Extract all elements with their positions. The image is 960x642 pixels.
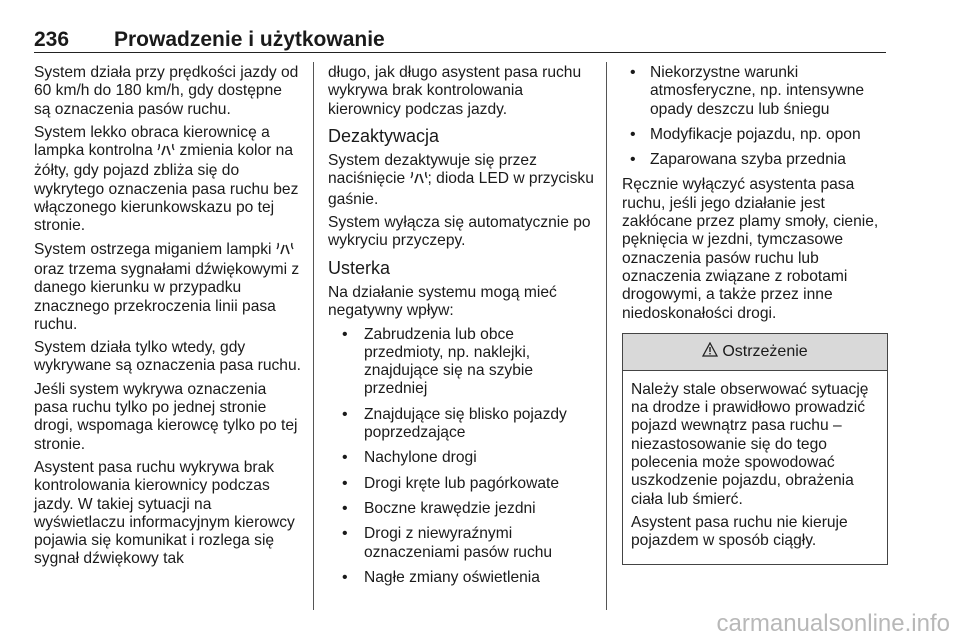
warning-triangle-icon <box>702 342 718 362</box>
paragraph: System działa tylko wtedy, gdy wykrywane są oznaczenia pasa ruchu. <box>34 339 301 375</box>
warning-header <box>623 334 887 371</box>
paragraph: System wyłącza się automatycznie po wykryciu przyczepy. <box>328 214 591 250</box>
paragraph: Asystent pasa ruchu wykrywa brak kontrolowania kierownicy podczas jazdy. W takiej sytuacji na wyświetlaczu informacyjnym kierowcy pojawia się komunikat i rozlega się sygnał dźwiękowy tak <box>34 458 295 568</box>
paragraph: System działa przy prędkości jazdy od 60 km/h do 180 km/h, gdy dostępne są oznaczenia pasów ruchu. <box>34 64 299 118</box>
warning-body <box>623 371 887 564</box>
list-item: • Zaparowana szyba przednia <box>622 151 890 169</box>
bullet-list <box>622 64 890 169</box>
list-item: • Drogi kręte lub pagórkowate <box>328 475 594 493</box>
watermark: carmanualsonline.info <box>716 610 950 637</box>
paragraph: System ostrzega miganiem lampki oraz trzema sygnałami dźwiękowymi z danego kierunku w przypadku znacznego przekroczenia linii pasa ruchu. <box>34 240 300 333</box>
section-heading-deactivation: Dezaktywacja <box>328 125 440 146</box>
page-number: 236 <box>34 28 70 51</box>
list-item: • Modyfikacje pojazdu, np. opon <box>622 126 890 144</box>
list-item: • Nachylone drogi <box>328 449 594 467</box>
column-left <box>34 64 302 574</box>
warning-title: Ostrzeżenie <box>722 342 808 360</box>
lane-keep-assist-icon <box>410 171 428 190</box>
paragraph: Należy stale obserwować sytuację na drodze i prawidłowo prowadzić pojazd wewnątrz pasa ruchu – niezastosowanie się do tego polecenia może spowodować uszkodzenie pojazdu, obrażenia ciała lub śmierć. <box>631 380 869 508</box>
list-item: • Znajdujące się blisko pojazdy poprzedzające <box>328 406 594 443</box>
paragraph: Jeśli system wykrywa oznaczenia pasa ruchu tylko po jednej stronie drogi, wspomaga kierowcę tylko po tej stronie. <box>34 380 298 453</box>
list-item: • Boczne krawędzie jezdni <box>328 500 594 518</box>
list-item: • Niekorzystne warunki atmosferyczne, np. intensywne opady deszczu lub śniegu <box>622 64 890 119</box>
paragraph: Asystent pasa ruchu nie kieruje pojazdem w sposób ciągły. <box>631 513 848 550</box>
column-divider <box>606 62 607 610</box>
lane-keep-assist-icon <box>157 143 175 162</box>
column-right <box>622 64 890 565</box>
page-title: Prowadzenie i użytkowanie <box>114 28 385 51</box>
bullet-list <box>328 326 594 588</box>
paragraph: Ręcznie wyłączyć asystenta pasa ruchu, jeśli jego działanie jest zakłócane przez plamy smoły, cienie, pęknięcia w jezdni, tymczasowe oznaczenia pasów ruchu lub oznaczenia związane z robotami drogowymi, a także przez inne niedoskonałości drogi. <box>622 176 879 322</box>
paragraph: długo, jak długo asystent pasa ruchu wykrywa brak kontrolowania kierownicy podczas jazdy. <box>328 64 582 118</box>
list-item: • Drogi z niewyraźnymi oznaczeniami pasów ruchu <box>328 525 594 562</box>
section-heading-fault: Usterka <box>328 257 391 278</box>
list-item: • Nagłe zmiany oświetlenia <box>328 569 594 587</box>
column-divider <box>313 62 314 610</box>
page-header <box>34 28 886 53</box>
paragraph: System lekko obraca kierownicę a lampka kontrolna zmienia kolor na żółty, gdy pojazd zbliża się do wykrytego oznaczenia pasa ruchu bez włączonego kierunkowskazu po tej stronie. <box>34 123 299 235</box>
paragraph: System dezaktywuje się przez naciśnięcie ; dioda LED w przycisku gaśnie. <box>328 152 594 208</box>
warning-box <box>622 333 888 565</box>
paragraph: Na działanie systemu mogą mieć negatywny wpływ: <box>328 283 557 320</box>
lane-keep-assist-icon <box>276 242 294 261</box>
list-item: • Zabrudzenia lub obce przedmioty, np. naklejki, znajdujące się na szybie przedniej <box>328 326 594 399</box>
column-middle <box>328 64 594 594</box>
